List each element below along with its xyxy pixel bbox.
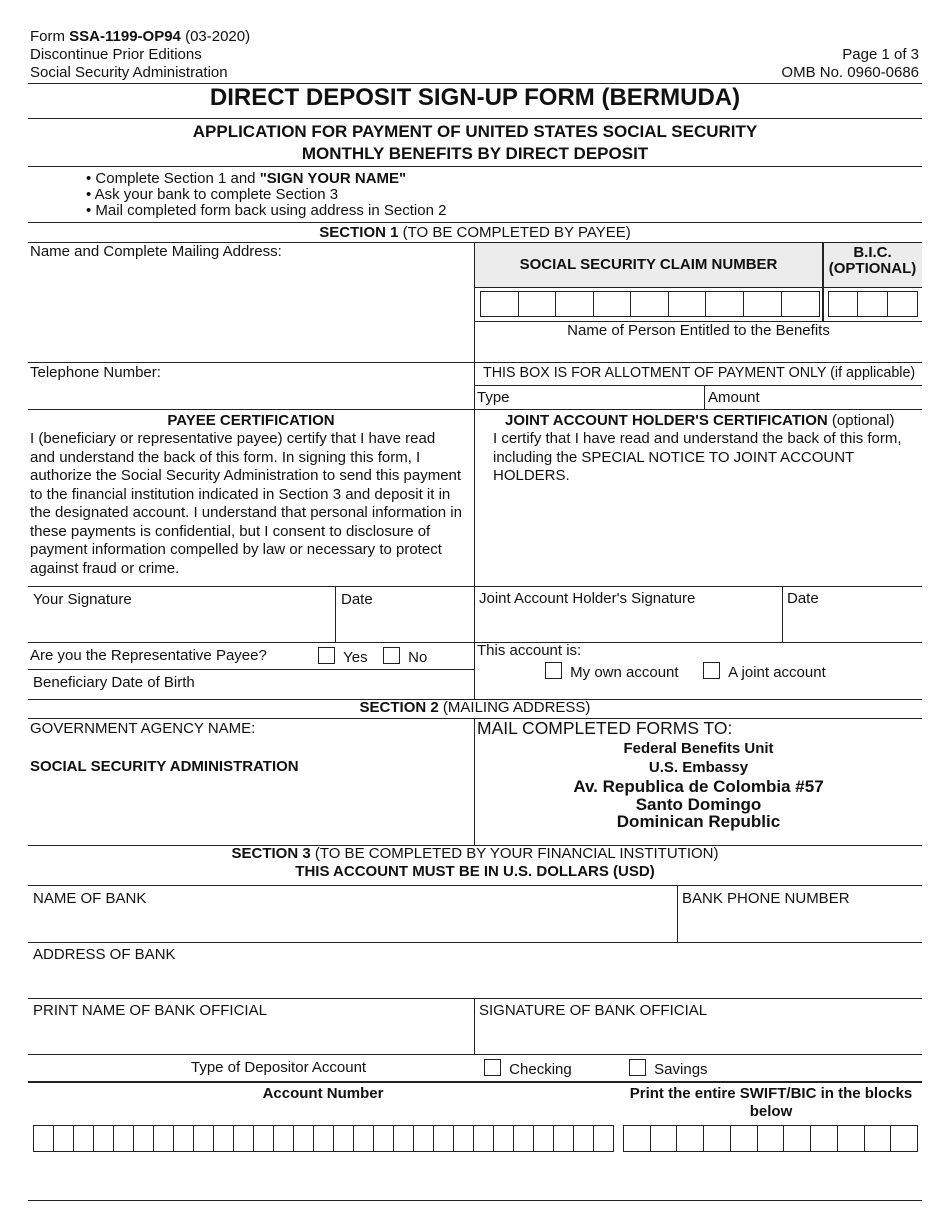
my-own-account-checkbox[interactable] bbox=[545, 662, 562, 679]
bank-official-name-label: PRINT NAME OF BANK OFFICIAL bbox=[33, 1002, 267, 1019]
payee-cert-line: against fraud or crime. bbox=[30, 559, 180, 577]
bank-official-sig-label: SIGNATURE OF BANK OFFICIAL bbox=[479, 1002, 708, 1019]
section2-heading-bold: SECTION 2 bbox=[359, 699, 439, 716]
account-digit-box[interactable] bbox=[214, 1126, 234, 1151]
instructions-list bbox=[86, 171, 446, 219]
account-digit-box[interactable] bbox=[194, 1126, 214, 1151]
divider bbox=[475, 385, 922, 386]
joint-date-divider bbox=[782, 586, 783, 642]
joint-signature-field[interactable] bbox=[477, 610, 777, 640]
divider bbox=[28, 1200, 922, 1201]
address-line: Dominican Republic bbox=[616, 812, 781, 831]
payee-cert-line: these payments is confidential, but I consent to disclosure of bbox=[30, 522, 431, 540]
subtitle-line-2: MONTHLY BENEFITS BY DIRECT DEPOSIT bbox=[301, 144, 649, 163]
bank-address-field[interactable] bbox=[30, 966, 920, 996]
account-digit-box[interactable] bbox=[474, 1126, 494, 1151]
claim-digit-box[interactable] bbox=[669, 292, 707, 316]
page-number: Page 1 of 3 bbox=[842, 46, 919, 63]
section1-heading-bold: SECTION 1 bbox=[319, 224, 399, 241]
joint-cert-line: I certify that I have read and understand the back of this form, bbox=[493, 430, 902, 447]
divider bbox=[28, 362, 922, 363]
joint-date-field[interactable] bbox=[786, 610, 920, 640]
form-prefix: Form bbox=[30, 28, 70, 45]
account-number-boxes[interactable] bbox=[33, 1125, 614, 1152]
telephone-label: Telephone Number: bbox=[30, 364, 161, 381]
account-digit-box[interactable] bbox=[314, 1126, 334, 1151]
joint-cert-line: including the SPECIAL NOTICE TO JOINT ACCOUNT bbox=[493, 448, 855, 466]
account-digit-box[interactable] bbox=[534, 1126, 554, 1151]
divider bbox=[28, 1054, 922, 1055]
type-amount-divider bbox=[704, 385, 705, 409]
account-digit-box[interactable] bbox=[294, 1126, 314, 1151]
account-digit-box[interactable] bbox=[334, 1126, 354, 1151]
checking-option[interactable] bbox=[484, 1059, 572, 1079]
instruction-item: • Mail completed form back using address in Section 2 bbox=[86, 202, 447, 219]
account-digit-box[interactable] bbox=[354, 1126, 374, 1151]
claim-digit-box[interactable] bbox=[594, 292, 632, 316]
bank-name-label: NAME OF BANK bbox=[33, 890, 147, 907]
divider bbox=[28, 166, 922, 167]
joint-account-checkbox[interactable] bbox=[703, 662, 720, 679]
instruction-item bbox=[86, 171, 446, 187]
bic-label-1: B.I.C. bbox=[853, 244, 892, 261]
claim-digit-box[interactable] bbox=[706, 292, 744, 316]
joint-date-label: Date bbox=[787, 590, 819, 607]
bank-official-divider bbox=[474, 998, 475, 1054]
no-label: No bbox=[408, 649, 428, 666]
bank-phone-label: BANK PHONE NUMBER bbox=[682, 890, 850, 907]
page-title: DIRECT DEPOSIT SIGN-UP FORM (BERMUDA) bbox=[209, 84, 741, 111]
claim-digit-box[interactable] bbox=[631, 292, 669, 316]
bank-phone-divider bbox=[677, 885, 678, 942]
divider bbox=[28, 718, 922, 719]
bank-name-field[interactable] bbox=[30, 910, 670, 940]
joint-cert-title bbox=[505, 412, 894, 430]
joint-cert-line: HOLDERS. bbox=[493, 467, 570, 484]
account-digit-box[interactable] bbox=[134, 1126, 154, 1151]
rep-payee-no[interactable] bbox=[383, 647, 427, 667]
claim-digit-box[interactable] bbox=[556, 292, 594, 316]
account-number-label: Account Number bbox=[262, 1085, 384, 1102]
joint-cert-optional: (optional) bbox=[827, 412, 895, 429]
section3-heading-bold: SECTION 3 bbox=[231, 845, 311, 862]
bic-boxes[interactable] bbox=[828, 291, 918, 317]
account-digit-box[interactable] bbox=[114, 1126, 134, 1151]
section2-heading-rest: (MAILING ADDRESS) bbox=[438, 699, 591, 716]
signature-date-divider bbox=[335, 586, 336, 642]
payee-cert-title: PAYEE CERTIFICATION bbox=[167, 412, 335, 429]
account-digit-box[interactable] bbox=[54, 1126, 74, 1151]
my-own-account-label: My own account bbox=[570, 664, 679, 681]
bank-phone-field[interactable] bbox=[680, 910, 920, 940]
joint-signature-label: Joint Account Holder's Signature bbox=[479, 590, 696, 607]
savings-checkbox[interactable] bbox=[629, 1059, 646, 1076]
section2-heading bbox=[0, 699, 950, 717]
account-digit-box[interactable] bbox=[594, 1126, 613, 1151]
yes-label: Yes bbox=[343, 649, 368, 666]
name-address-label: Name and Complete Mailing Address: bbox=[30, 243, 282, 260]
account-digit-box[interactable] bbox=[374, 1126, 394, 1151]
omb-number: OMB No. 0960-0686 bbox=[781, 64, 919, 81]
swift-digit-box[interactable] bbox=[677, 1126, 704, 1151]
person-entitled-label: Name of Person Entitled to the Benefits bbox=[567, 322, 830, 339]
payee-cert-line: to the financial institution indicated in Section 3 and deposit it in bbox=[30, 485, 451, 503]
swift-digit-box[interactable] bbox=[865, 1126, 892, 1151]
claim-number-label: SOCIAL SECURITY CLAIM NUMBER bbox=[519, 256, 778, 273]
form-date: (03-2020) bbox=[180, 28, 251, 45]
savings-label: Savings bbox=[654, 1061, 708, 1078]
rep-payee-yes[interactable] bbox=[318, 647, 368, 667]
divider bbox=[28, 669, 474, 670]
account-digit-box[interactable] bbox=[414, 1126, 434, 1151]
your-signature-label: Your Signature bbox=[33, 591, 132, 608]
address-line: U.S. Embassy bbox=[648, 759, 749, 776]
divider bbox=[28, 409, 922, 410]
payee-cert-text bbox=[30, 430, 474, 578]
swift-bic-boxes[interactable] bbox=[623, 1125, 918, 1152]
claim-number-boxes[interactable] bbox=[480, 291, 820, 317]
swift-label-2: below bbox=[749, 1103, 793, 1120]
account-digit-box[interactable] bbox=[494, 1126, 514, 1151]
checking-checkbox[interactable] bbox=[484, 1059, 501, 1076]
claim-digit-box[interactable] bbox=[481, 292, 519, 316]
payee-cert-line: I (beneficiary or representative payee) certify that I have read bbox=[30, 430, 436, 447]
gov-agency-label: GOVERNMENT AGENCY NAME: bbox=[30, 720, 256, 737]
type-label: Type bbox=[477, 389, 510, 406]
account-digit-box[interactable] bbox=[434, 1126, 454, 1151]
account-digit-box[interactable] bbox=[234, 1126, 254, 1151]
section3-heading-rest: (TO BE COMPLETED BY YOUR FINANCIAL INSTITUTION) bbox=[310, 845, 719, 862]
divider bbox=[28, 222, 922, 223]
account-digit-box[interactable] bbox=[254, 1126, 274, 1151]
joint-cert-text bbox=[493, 430, 921, 486]
address-line: Federal Benefits Unit bbox=[623, 740, 774, 757]
account-digit-box[interactable] bbox=[554, 1126, 574, 1151]
address-line: Av. Republica de Colombia #57 bbox=[573, 777, 824, 796]
bic-digit-box[interactable] bbox=[829, 292, 858, 316]
rep-payee-question: Are you the Representative Payee? bbox=[30, 647, 267, 664]
address-line: Santo Domingo bbox=[635, 795, 762, 814]
swift-digit-box[interactable] bbox=[624, 1126, 651, 1151]
account-digit-box[interactable] bbox=[514, 1126, 534, 1151]
payee-cert-line: payment information compelled by law or necessary to protect bbox=[30, 541, 442, 558]
claim-digit-box[interactable] bbox=[744, 292, 782, 316]
section1-heading-rest: (TO BE COMPLETED BY PAYEE) bbox=[398, 224, 631, 241]
no-checkbox[interactable] bbox=[383, 647, 400, 664]
account-digit-box[interactable] bbox=[174, 1126, 194, 1151]
usd-notice: THIS ACCOUNT MUST BE IN U.S. DOLLARS (USD) bbox=[295, 863, 655, 880]
your-signature-field[interactable] bbox=[30, 610, 330, 640]
joint-account-label: A joint account bbox=[728, 664, 826, 681]
section1-heading bbox=[0, 224, 950, 242]
joint-cert-title-bold: JOINT ACCOUNT HOLDER'S CERTIFICATION bbox=[505, 412, 828, 429]
account-digit-box[interactable] bbox=[574, 1126, 594, 1151]
bank-official-name-field[interactable] bbox=[30, 1022, 470, 1052]
mail-to-label: MAIL COMPLETED FORMS TO: bbox=[477, 718, 733, 738]
swift-digit-box[interactable] bbox=[838, 1126, 865, 1151]
subtitle-line-1: APPLICATION FOR PAYMENT OF UNITED STATES SOCIAL SECURITY bbox=[192, 122, 758, 141]
claim-digit-box[interactable] bbox=[519, 292, 557, 316]
payee-cert-line: the designated account. I understand that personal information in bbox=[30, 504, 462, 521]
instruction-text: • Complete Section 1 and bbox=[86, 170, 260, 187]
joint-account-option[interactable] bbox=[703, 662, 826, 682]
account-digit-box[interactable] bbox=[274, 1126, 294, 1151]
signature-date-field[interactable] bbox=[338, 610, 472, 640]
instruction-item: • Ask your bank to complete Section 3 bbox=[86, 186, 339, 203]
agency-name: Social Security Administration bbox=[30, 64, 228, 81]
payee-cert-line: and understand the back of this form. In signing this form, I bbox=[30, 448, 421, 466]
swift-digit-box[interactable] bbox=[651, 1126, 678, 1151]
discontinue-note: Discontinue Prior Editions bbox=[30, 46, 202, 63]
divider bbox=[28, 942, 922, 943]
date-label: Date bbox=[341, 591, 373, 608]
swift-digit-box[interactable] bbox=[731, 1126, 758, 1151]
this-account-is-label: This account is: bbox=[477, 642, 582, 659]
bank-official-sig-field[interactable] bbox=[477, 1022, 920, 1052]
form-number: SSA-1199-OP94 bbox=[69, 28, 181, 45]
swift-label-1: Print the entire SWIFT/BIC in the blocks bbox=[629, 1085, 913, 1102]
column-divider bbox=[474, 242, 475, 700]
swift-digit-box[interactable] bbox=[891, 1126, 917, 1151]
section3-heading bbox=[0, 845, 950, 863]
payee-cert-line: authorize the Social Security Administration to send this payment bbox=[30, 467, 462, 484]
divider bbox=[28, 586, 922, 587]
my-own-account-option[interactable] bbox=[545, 662, 679, 682]
account-digit-box[interactable] bbox=[34, 1126, 54, 1151]
depositor-type-label: Type of Depositor Account bbox=[191, 1059, 367, 1076]
swift-digit-box[interactable] bbox=[704, 1126, 731, 1151]
swift-digit-box[interactable] bbox=[758, 1126, 785, 1151]
beneficiary-dob-label: Beneficiary Date of Birth bbox=[33, 674, 195, 691]
swift-digit-box[interactable] bbox=[811, 1126, 838, 1151]
name-address-field[interactable] bbox=[30, 262, 470, 360]
divider bbox=[28, 998, 922, 999]
amount-label: Amount bbox=[708, 389, 760, 406]
bic-label-2: (OPTIONAL) bbox=[828, 260, 917, 277]
bic-digit-box[interactable] bbox=[888, 292, 917, 316]
divider bbox=[28, 1081, 922, 1083]
account-digit-box[interactable] bbox=[394, 1126, 414, 1151]
checking-label: Checking bbox=[509, 1061, 572, 1078]
beneficiary-dob-field[interactable] bbox=[210, 672, 470, 696]
divider bbox=[28, 642, 922, 643]
account-digit-box[interactable] bbox=[94, 1126, 114, 1151]
swift-digit-box[interactable] bbox=[784, 1126, 811, 1151]
bic-digit-box[interactable] bbox=[858, 292, 887, 316]
savings-option[interactable] bbox=[629, 1059, 708, 1079]
form-id bbox=[30, 28, 250, 46]
claim-digit-box[interactable] bbox=[782, 292, 820, 316]
account-digit-box[interactable] bbox=[454, 1126, 474, 1151]
divider bbox=[28, 118, 922, 119]
divider bbox=[28, 885, 922, 886]
divider bbox=[475, 287, 922, 288]
instruction-emphasis: "SIGN YOUR NAME" bbox=[259, 170, 407, 187]
yes-checkbox[interactable] bbox=[318, 647, 335, 664]
bank-address-label: ADDRESS OF BANK bbox=[33, 946, 176, 963]
account-digit-box[interactable] bbox=[74, 1126, 94, 1151]
allotment-label: THIS BOX IS FOR ALLOTMENT OF PAYMENT ONLY (if applicable) bbox=[483, 365, 916, 381]
gov-agency-value: SOCIAL SECURITY ADMINISTRATION bbox=[30, 758, 299, 775]
account-digit-box[interactable] bbox=[154, 1126, 174, 1151]
